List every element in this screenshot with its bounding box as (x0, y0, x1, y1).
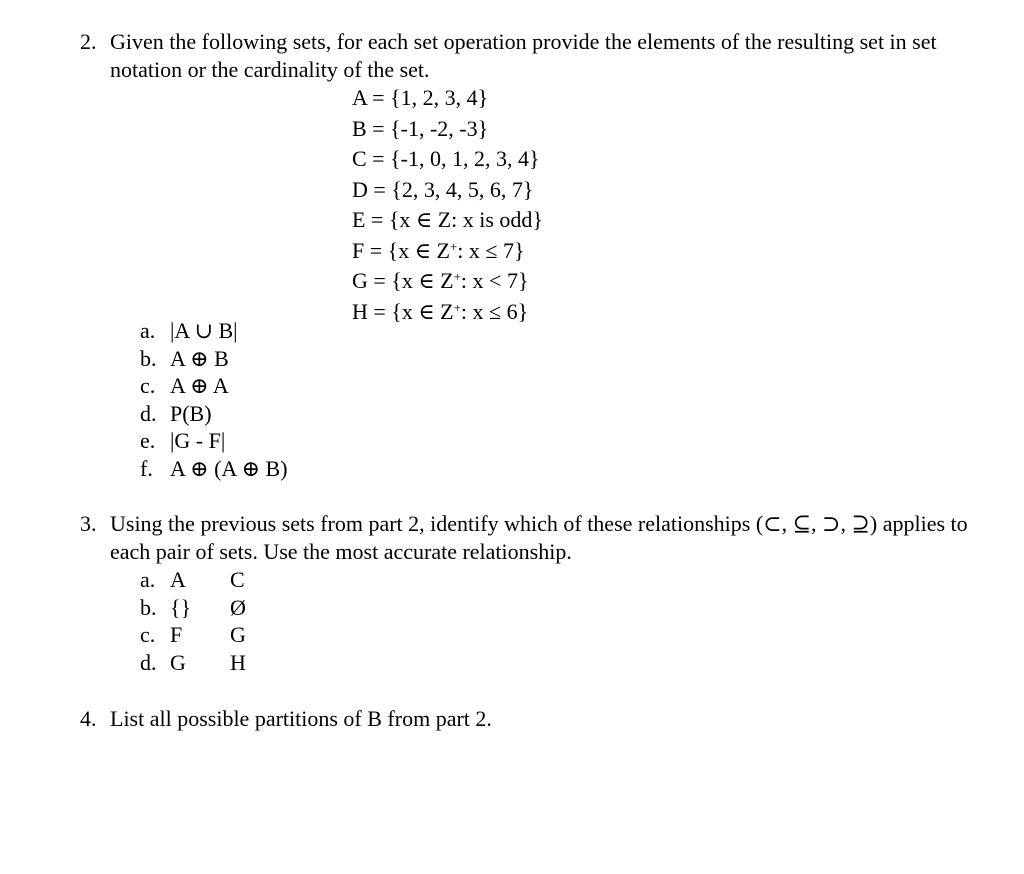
question-4-text: List all possible partitions of B from part 2. (110, 706, 492, 731)
question-2-text: Given the following sets, for each set operation provide the elements of the resulting set in set notation or the cardinality of the set. (110, 29, 937, 82)
question-3-text: Using the previous sets from part 2, identify which of these relationships (⊂, ⊆, ⊃, ⊇) applies to each pair of sets. Use the most accurate relationship. (110, 511, 968, 564)
set-b: B = {-1, -2, -3} (352, 115, 489, 141)
question-2-number: 2. (80, 29, 97, 54)
set-definitions (352, 83, 543, 327)
set-f: F = {x ∈ Z+: x ≤ 7} (352, 237, 525, 263)
question-4-number: 4. (80, 706, 97, 731)
set-g: G = {x ∈ Z+: x < 7} (352, 268, 529, 293)
set-c: C = {-1, 0, 1, 2, 3, 4} (352, 146, 540, 171)
set-e: E = {x ∈ Z: x is odd} (352, 207, 543, 232)
set-h: H = {x ∈ Z+: x ≤ 6} (352, 298, 529, 324)
set-a: A = {1, 2, 3, 4} (352, 85, 489, 110)
set-d: D = {2, 3, 4, 5, 6, 7} (352, 176, 534, 202)
question-3 (80, 510, 980, 566)
question-3-number: 3. (80, 511, 97, 536)
question-2 (80, 28, 980, 84)
question-4 (80, 705, 980, 733)
